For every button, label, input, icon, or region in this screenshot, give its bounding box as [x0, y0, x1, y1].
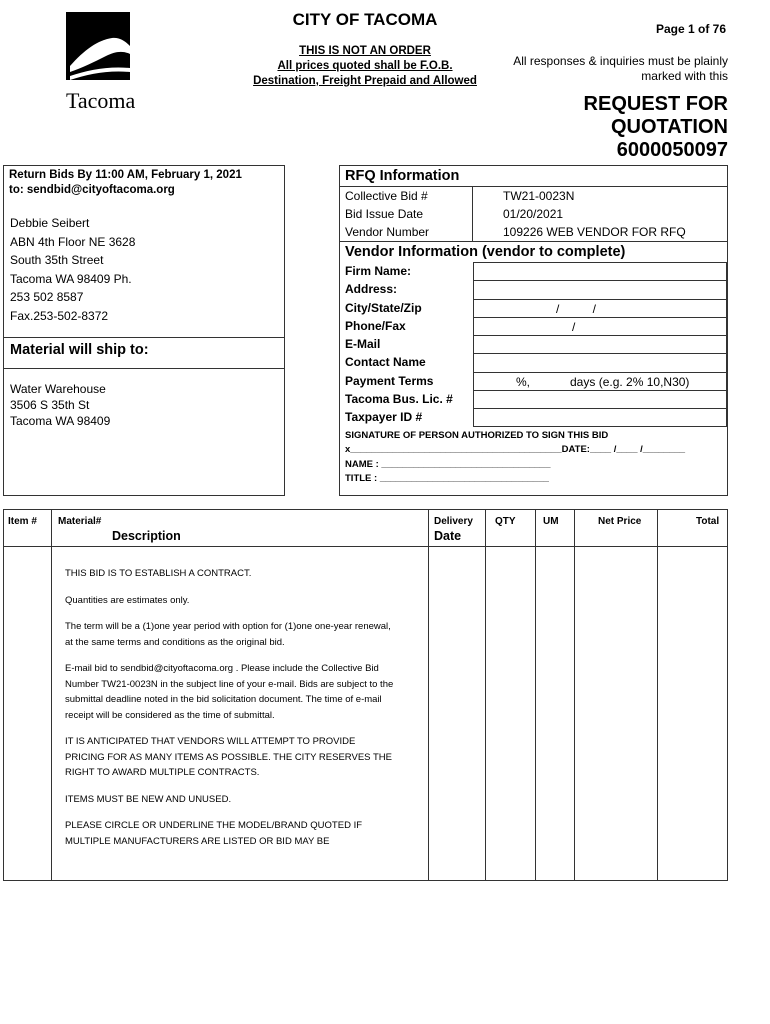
vendor-label: Taxpayer ID #	[345, 410, 423, 425]
header-net-price: Net Price	[598, 516, 642, 527]
payment-terms-field[interactable]	[473, 372, 727, 390]
header-date: Date	[434, 529, 462, 543]
city-title: CITY OF TACOMA	[292, 10, 438, 29]
payment-terms-hint: %, days (e.g. 2% 10,N30)	[516, 374, 690, 389]
rfq-label: Vendor Number	[340, 223, 473, 241]
vendor-label: E-Mail	[345, 337, 381, 352]
rfq-title	[468, 93, 728, 162]
header-um: UM	[543, 516, 559, 527]
header-material: Material#	[58, 516, 102, 527]
address-field[interactable]	[473, 280, 727, 298]
column-divider	[574, 510, 575, 880]
vendor-label: Address:	[345, 282, 398, 297]
column-divider	[428, 510, 429, 880]
header-delivery: Delivery	[434, 516, 473, 527]
terms-paragraph: PLEASE CIRCLE OR UNDERLINE THE MODEL/BRAND QUOTED IF MULTIPLE MANUFACTURERS ARE LISTED OR BID MAY BE	[65, 820, 363, 847]
vendor-row-business-license	[340, 390, 727, 408]
terms-paragraph: IT IS ANTICIPATED THAT VENDORS WILL ATTEMPT TO PROVIDE PRICING FOR AS MANY ITEMS AS POSSIBLE. THE CITY RESERVES THE RIGHT TO AWARD MULTIPLE CONTRACTS.	[65, 736, 392, 778]
notice-line-2: All prices quoted shall be F.O.B.	[277, 60, 453, 72]
vendor-row-taxpayer-id	[340, 408, 727, 426]
notice-line-3: Destination, Freight Prepaid and Allowed	[253, 75, 477, 87]
header-description: Description	[112, 529, 181, 543]
return-address	[4, 214, 284, 325]
terms-paragraph: ITEMS MUST BE NEW AND UNUSED.	[65, 793, 232, 805]
ship-address-line: 3506 S 35th St	[10, 398, 90, 412]
rfq-row-collective-bid	[340, 187, 727, 205]
signature-title-line[interactable]: TITLE : ________________________________	[345, 473, 549, 485]
vendor-row-payment-terms	[340, 372, 727, 390]
city-logo	[64, 10, 136, 114]
rfq-label: Collective Bid #	[340, 187, 473, 205]
signature-line[interactable]: x________________________________________DATE:____ /____ /________	[345, 444, 686, 456]
vendor-row-contact-name	[340, 353, 727, 371]
column-divider	[51, 510, 52, 880]
rfq-label: Bid Issue Date	[340, 205, 473, 223]
vendor-row-firm-name	[340, 262, 727, 280]
taxpayer-id-field[interactable]	[473, 408, 727, 426]
header-total: Total	[696, 516, 720, 527]
vendor-row-address	[340, 280, 727, 298]
contact-name-field[interactable]	[473, 353, 727, 371]
business-license-field[interactable]	[473, 390, 727, 408]
ship-to-address	[4, 368, 284, 429]
email-field[interactable]	[473, 335, 727, 353]
vendor-label: Payment Terms	[345, 373, 434, 388]
table-header-divider	[4, 546, 727, 547]
return-deadline: Return Bids By 11:00 AM, February 1, 2021	[9, 169, 242, 181]
return-bids-box	[3, 165, 285, 496]
rfq-info-box	[339, 165, 728, 496]
return-email: to: sendbid@cityoftacoma.org	[9, 184, 175, 196]
rfq-value: TW21-0023N	[503, 189, 575, 203]
rfq-value: 01/20/2021	[503, 207, 564, 221]
ship-to-section	[4, 337, 284, 362]
address-line: South 35th Street	[10, 253, 104, 267]
vendor-row-phone-fax	[340, 317, 727, 335]
responses-note: All responses & inquiries must be plainly marked with this	[513, 54, 728, 83]
column-divider	[657, 510, 658, 880]
signature-heading: SIGNATURE OF PERSON AUTHORIZED TO SIGN THIS BID	[345, 429, 609, 441]
vendor-label: Tacoma Bus. Lic. #	[345, 392, 453, 407]
ship-address-line: Tacoma WA 98409	[10, 414, 111, 428]
address-line: ABN 4th Floor NE 3628	[10, 234, 136, 249]
column-divider	[485, 510, 486, 880]
phone-fax-field[interactable]	[473, 317, 727, 335]
address-line: Debbie Seibert	[10, 216, 90, 230]
rfq-title-line-2: QUOTATION	[610, 116, 728, 138]
ship-address-line: Water Warehouse	[10, 382, 106, 396]
bid-terms-text	[65, 566, 395, 860]
vendor-row-email	[340, 335, 727, 353]
city-state-zip-field[interactable]	[473, 299, 727, 317]
rfq-row-vendor-number	[340, 223, 727, 241]
items-table	[3, 509, 728, 881]
ship-to-heading: Material will ship to:	[10, 342, 149, 358]
vendor-row-city-state-zip	[340, 299, 727, 317]
field-separators: /	[572, 319, 576, 334]
address-line: 253 502 8587	[10, 290, 84, 304]
rfq-info-heading: RFQ Information	[340, 166, 727, 187]
rfq-row-issue-date	[340, 205, 727, 223]
vendor-info-heading: Vendor Information (vendor to complete)	[340, 241, 727, 262]
vendor-label: Phone/Fax	[345, 318, 406, 333]
logo-wordmark: Tacoma	[66, 88, 136, 113]
terms-paragraph: THIS BID IS TO ESTABLISH A CONTRACT.	[65, 568, 252, 579]
column-divider	[535, 510, 536, 880]
vendor-label: City/State/Zip	[345, 300, 422, 315]
address-line: Tacoma WA 98409 Ph.	[10, 271, 132, 286]
page-indicator: Page 1 of 76	[655, 22, 726, 36]
firm-name-field[interactable]	[473, 262, 727, 280]
vendor-label: Contact Name	[345, 355, 426, 370]
vendor-label: Firm Name:	[345, 264, 412, 278]
header-qty: QTY	[495, 516, 516, 527]
signature-name-line[interactable]: NAME : ________________________________	[345, 458, 551, 470]
signature-block	[340, 427, 727, 489]
terms-paragraph: Quantities are estimates only.	[65, 594, 190, 606]
rfq-number: 6000050097	[616, 139, 728, 161]
terms-paragraph: E-mail bid to sendbid@cityoftacoma.org . Please include the Collective Bid Number TW21-0023N in the subject line of your e-mail. Bids are subject to the submittal deadline noted in the bid solicitation document. The time of e-mail receipt will be considered as the time of submittal.	[65, 663, 394, 721]
header-item-number: Item #	[8, 516, 37, 527]
terms-paragraph: The term will be a (1)one year period with option for (1)one one-year renewal, at the same terms and conditions as the original bid.	[65, 621, 391, 648]
return-bids-heading	[4, 166, 284, 200]
order-notice	[230, 44, 500, 89]
rfq-title-line-1: REQUEST FOR	[583, 93, 728, 115]
notice-line-1: THIS IS NOT AN ORDER	[299, 45, 431, 57]
rfq-value: 109226 WEB VENDOR FOR RFQ	[503, 225, 686, 239]
address-line: Fax.253-502-8372	[10, 308, 109, 323]
field-separators: / /	[556, 301, 597, 316]
